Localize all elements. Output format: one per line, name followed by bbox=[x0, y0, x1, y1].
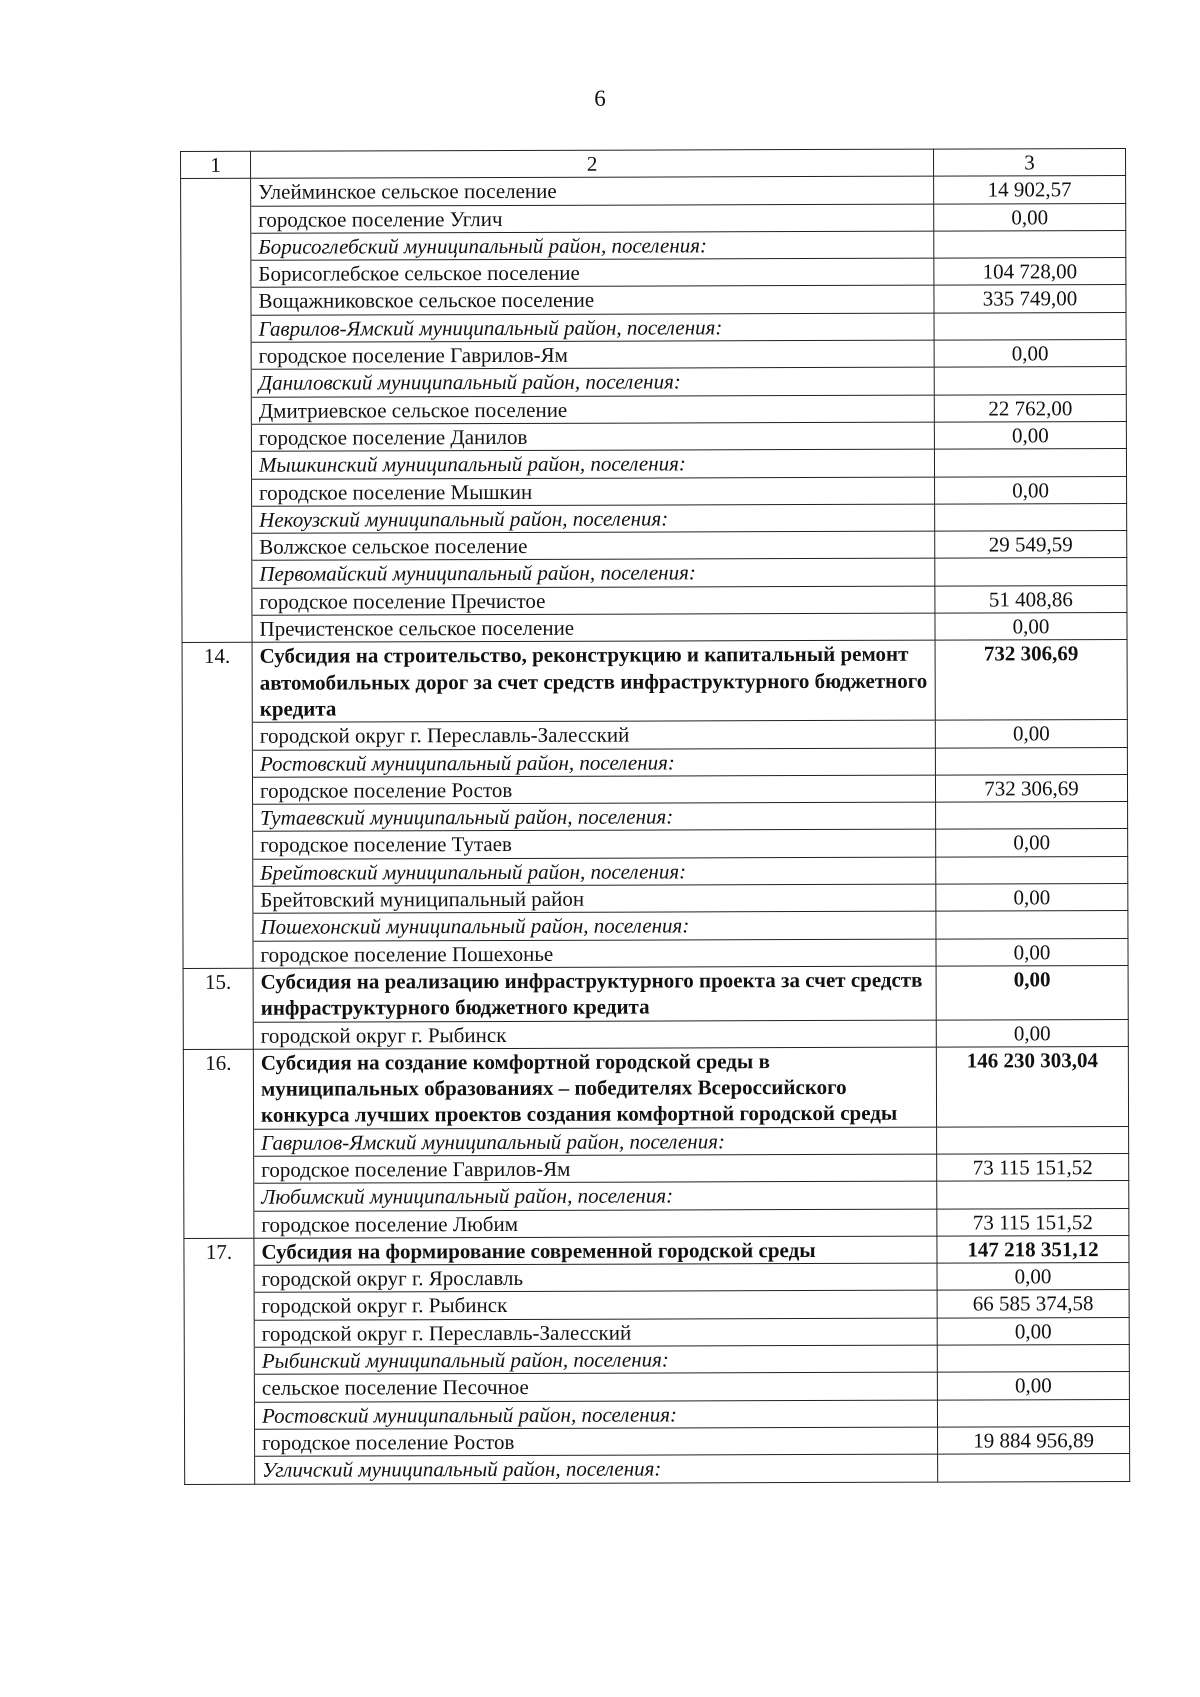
row-number bbox=[182, 588, 252, 616]
row-name: Дмитриевское сельское поселение bbox=[251, 395, 934, 424]
row-number bbox=[183, 941, 253, 969]
row-value bbox=[934, 367, 1126, 395]
row-number bbox=[183, 914, 253, 942]
table-header-row bbox=[181, 149, 1126, 179]
subsidy-table bbox=[180, 148, 1130, 1485]
table-row bbox=[181, 258, 1126, 288]
section-row bbox=[183, 1046, 1128, 1129]
row-number bbox=[182, 750, 252, 778]
row-name: городское поселение Ростов bbox=[252, 775, 935, 804]
row-value: 0,00 bbox=[935, 476, 1127, 504]
row-name: городское поселение Ростов bbox=[255, 1427, 938, 1456]
row-value: 732 306,69 bbox=[935, 774, 1127, 802]
row-value: 14 902,57 bbox=[934, 176, 1126, 204]
row-number bbox=[184, 1402, 254, 1430]
row-name: городское поселение Мышкин bbox=[252, 477, 935, 506]
district-row bbox=[184, 1345, 1129, 1375]
row-name: городское поселение Гаврилов-Ям bbox=[254, 1154, 937, 1183]
row-name: сельское поселение Песочное bbox=[254, 1372, 937, 1401]
row-value: 0,00 bbox=[936, 884, 1128, 912]
row-value bbox=[936, 856, 1128, 884]
row-value: 0,00 bbox=[934, 203, 1126, 231]
district-row bbox=[181, 312, 1126, 342]
row-value: 0,00 bbox=[936, 965, 1128, 1019]
table-row bbox=[182, 774, 1127, 804]
row-number bbox=[181, 179, 251, 207]
district-row bbox=[183, 911, 1128, 941]
row-value: 73 115 151,52 bbox=[937, 1208, 1129, 1236]
table-row bbox=[184, 1372, 1129, 1402]
row-value: 0,00 bbox=[936, 938, 1128, 966]
row-name: Гаврилов-Ямский муниципальный район, поселения: bbox=[254, 1127, 937, 1156]
row-value: 335 749,00 bbox=[934, 285, 1126, 313]
district-row bbox=[181, 367, 1126, 397]
row-value bbox=[938, 1454, 1130, 1482]
row-name: Угличский муниципальный район, поселения: bbox=[255, 1454, 938, 1483]
table-row bbox=[182, 531, 1127, 561]
table-row bbox=[182, 613, 1127, 643]
row-number bbox=[183, 832, 253, 860]
row-number bbox=[181, 233, 251, 261]
row-value: 0,00 bbox=[935, 720, 1127, 748]
row-number bbox=[182, 533, 252, 561]
table-row bbox=[181, 203, 1126, 233]
row-value: 146 230 303,04 bbox=[936, 1046, 1128, 1126]
row-name: Рыбинский муниципальный район, поселения: bbox=[254, 1345, 937, 1374]
row-number bbox=[182, 615, 252, 643]
district-row bbox=[185, 1454, 1130, 1484]
row-value: 104 728,00 bbox=[934, 258, 1126, 286]
row-value bbox=[937, 1181, 1129, 1209]
table-row bbox=[181, 176, 1126, 206]
row-number bbox=[183, 886, 253, 914]
row-number bbox=[183, 1022, 253, 1050]
row-value bbox=[935, 747, 1127, 775]
row-number: 14. bbox=[182, 643, 252, 723]
row-name: городской округ г. Рыбинск bbox=[253, 1020, 936, 1049]
row-value: 29 549,59 bbox=[935, 531, 1127, 559]
row-value bbox=[934, 230, 1126, 258]
row-number bbox=[183, 804, 253, 832]
row-number bbox=[181, 452, 251, 480]
row-name: городской округ г. Рыбинск bbox=[254, 1291, 937, 1320]
row-name: городское поселение Тутаев bbox=[253, 830, 936, 859]
row-name: Ростовский муниципальный район, поселения: bbox=[252, 748, 935, 777]
row-value: 0,00 bbox=[934, 340, 1126, 368]
row-name: Даниловский муниципальный район, поселения: bbox=[251, 368, 934, 397]
row-name: Субсидия на реализацию инфраструктурного проекта за счет средств инфраструктурного бюджетного кредита bbox=[253, 966, 936, 1022]
row-name: городской округ г. Переславль-Залесский bbox=[254, 1318, 937, 1347]
row-name: Брейтовский муниципальный район, поселения: bbox=[253, 857, 936, 886]
row-number bbox=[181, 288, 251, 316]
row-number bbox=[181, 260, 251, 288]
row-number bbox=[181, 397, 251, 425]
row-number bbox=[184, 1347, 254, 1375]
table-row bbox=[183, 884, 1128, 914]
district-row bbox=[182, 747, 1127, 777]
row-name: Брейтовский муниципальный район bbox=[253, 884, 936, 913]
row-value bbox=[934, 449, 1126, 477]
row-number bbox=[181, 315, 251, 343]
row-name: городское поселение Любим bbox=[254, 1209, 937, 1238]
row-number bbox=[182, 561, 252, 589]
row-value bbox=[937, 1126, 1129, 1154]
table-row bbox=[183, 829, 1128, 859]
table-row bbox=[182, 585, 1127, 615]
row-name: Вощажниковское сельское поселение bbox=[251, 286, 934, 315]
table-body bbox=[181, 176, 1130, 1484]
row-number bbox=[184, 1293, 254, 1321]
table-row bbox=[181, 340, 1126, 370]
row-number bbox=[184, 1184, 254, 1212]
header-col-1: 1 bbox=[181, 151, 251, 179]
table-row bbox=[183, 938, 1128, 968]
row-name: Гаврилов-Ямский муниципальный район, поселения: bbox=[251, 313, 934, 342]
section-row bbox=[184, 1235, 1129, 1265]
row-value: 19 884 956,89 bbox=[938, 1426, 1130, 1454]
row-number bbox=[184, 1265, 254, 1293]
table-row bbox=[184, 1317, 1129, 1347]
row-number bbox=[185, 1429, 255, 1457]
row-number: 17. bbox=[184, 1238, 254, 1266]
table-row bbox=[181, 285, 1126, 315]
table-row bbox=[181, 394, 1126, 424]
row-name: Пречистенское сельское поселение bbox=[252, 613, 935, 642]
row-value bbox=[935, 503, 1127, 531]
row-name: Пошехонский муниципальный район, поселения: bbox=[253, 911, 936, 940]
district-row bbox=[183, 802, 1128, 832]
section-row bbox=[182, 640, 1127, 723]
row-value: 0,00 bbox=[937, 1317, 1129, 1345]
row-number bbox=[181, 370, 251, 398]
row-number bbox=[182, 479, 252, 507]
row-value: 0,00 bbox=[934, 421, 1126, 449]
row-value bbox=[937, 1345, 1129, 1373]
district-row bbox=[181, 449, 1126, 479]
table-row bbox=[183, 1019, 1128, 1049]
row-number bbox=[183, 859, 253, 887]
row-value bbox=[937, 1399, 1129, 1427]
row-value: 0,00 bbox=[936, 829, 1128, 857]
row-name: Улейминское сельское поселение bbox=[251, 176, 934, 205]
row-name: Тутаевский муниципальный район, поселения: bbox=[253, 802, 936, 831]
row-name: Мышкинский муниципальный район, поселения: bbox=[251, 449, 934, 478]
row-name: Субсидия на создание комфортной городской среды в муниципальных образованиях – победителях Всероссийского конкурса лучших проектов создания комфортной городской среды bbox=[253, 1047, 936, 1129]
row-name: Борисоглебское сельское поселение bbox=[251, 258, 934, 287]
row-number bbox=[182, 723, 252, 751]
district-row bbox=[182, 503, 1127, 533]
section-row bbox=[183, 965, 1128, 1022]
row-name: Субсидия на формирование современной городской среды bbox=[254, 1236, 937, 1265]
district-row bbox=[181, 230, 1126, 260]
row-value: 66 585 374,58 bbox=[937, 1290, 1129, 1318]
table-row bbox=[182, 720, 1127, 750]
table-row bbox=[185, 1426, 1130, 1456]
row-name: городское поселение Углич bbox=[251, 204, 934, 233]
table-row bbox=[182, 476, 1127, 506]
row-number bbox=[182, 506, 252, 534]
row-name: Волжское сельское поселение bbox=[252, 531, 935, 560]
row-name: Ростовский муниципальный район, поселения: bbox=[254, 1400, 937, 1429]
row-number bbox=[182, 777, 252, 805]
row-name: городской округ г. Ярославль bbox=[254, 1263, 937, 1292]
row-value bbox=[934, 312, 1126, 340]
row-value bbox=[936, 802, 1128, 830]
row-number bbox=[181, 424, 251, 452]
table-row bbox=[184, 1263, 1129, 1293]
row-name: городское поселение Гаврилов-Ям bbox=[251, 340, 934, 369]
district-row bbox=[184, 1126, 1129, 1156]
row-number bbox=[181, 206, 251, 234]
row-number bbox=[185, 1457, 255, 1485]
header-col-2: 2 bbox=[251, 149, 934, 178]
row-number: 16. bbox=[183, 1049, 253, 1129]
row-name: городское поселение Данилов bbox=[251, 422, 934, 451]
district-row bbox=[184, 1399, 1129, 1429]
row-value bbox=[936, 911, 1128, 939]
row-name: городское поселение Пречистое bbox=[252, 586, 935, 615]
row-value: 51 408,86 bbox=[935, 585, 1127, 613]
row-number bbox=[184, 1320, 254, 1348]
row-value: 0,00 bbox=[937, 1263, 1129, 1291]
table-row bbox=[184, 1208, 1129, 1238]
table-row bbox=[181, 421, 1126, 451]
row-name: городское поселение Пошехонье bbox=[253, 939, 936, 968]
row-name: Некоузский муниципальный район, поселения: bbox=[252, 504, 935, 533]
row-name: Любимский муниципальный район, поселения: bbox=[254, 1181, 937, 1210]
row-name: Первомайский муниципальный район, поселения: bbox=[252, 559, 935, 588]
table-row bbox=[184, 1290, 1129, 1320]
row-number bbox=[184, 1375, 254, 1403]
row-name: городской округ г. Переславль-Залесский bbox=[252, 720, 935, 749]
row-name: Субсидия на строительство, реконструкцию и капитальный ремонт автомобильных дорог за счет средств инфраструктурного бюджетного кредита bbox=[252, 640, 935, 722]
row-value: 147 218 351,12 bbox=[937, 1235, 1129, 1263]
table-row bbox=[184, 1154, 1129, 1184]
row-number bbox=[181, 342, 251, 370]
district-row bbox=[182, 558, 1127, 588]
row-value bbox=[935, 558, 1127, 586]
district-row bbox=[184, 1181, 1129, 1211]
row-name: Борисоглебский муниципальный район, поселения: bbox=[251, 231, 934, 260]
row-value: 22 762,00 bbox=[934, 394, 1126, 422]
row-value: 73 115 151,52 bbox=[937, 1154, 1129, 1182]
row-value: 0,00 bbox=[935, 613, 1127, 641]
row-number bbox=[184, 1129, 254, 1157]
row-number bbox=[184, 1156, 254, 1184]
district-row bbox=[183, 856, 1128, 886]
row-value: 0,00 bbox=[936, 1019, 1128, 1047]
row-number: 15. bbox=[183, 968, 253, 1022]
header-col-3: 3 bbox=[933, 149, 1125, 177]
row-value: 0,00 bbox=[937, 1372, 1129, 1400]
page-number: 6 bbox=[594, 86, 606, 111]
row-value: 732 306,69 bbox=[935, 640, 1127, 720]
row-number bbox=[184, 1211, 254, 1239]
